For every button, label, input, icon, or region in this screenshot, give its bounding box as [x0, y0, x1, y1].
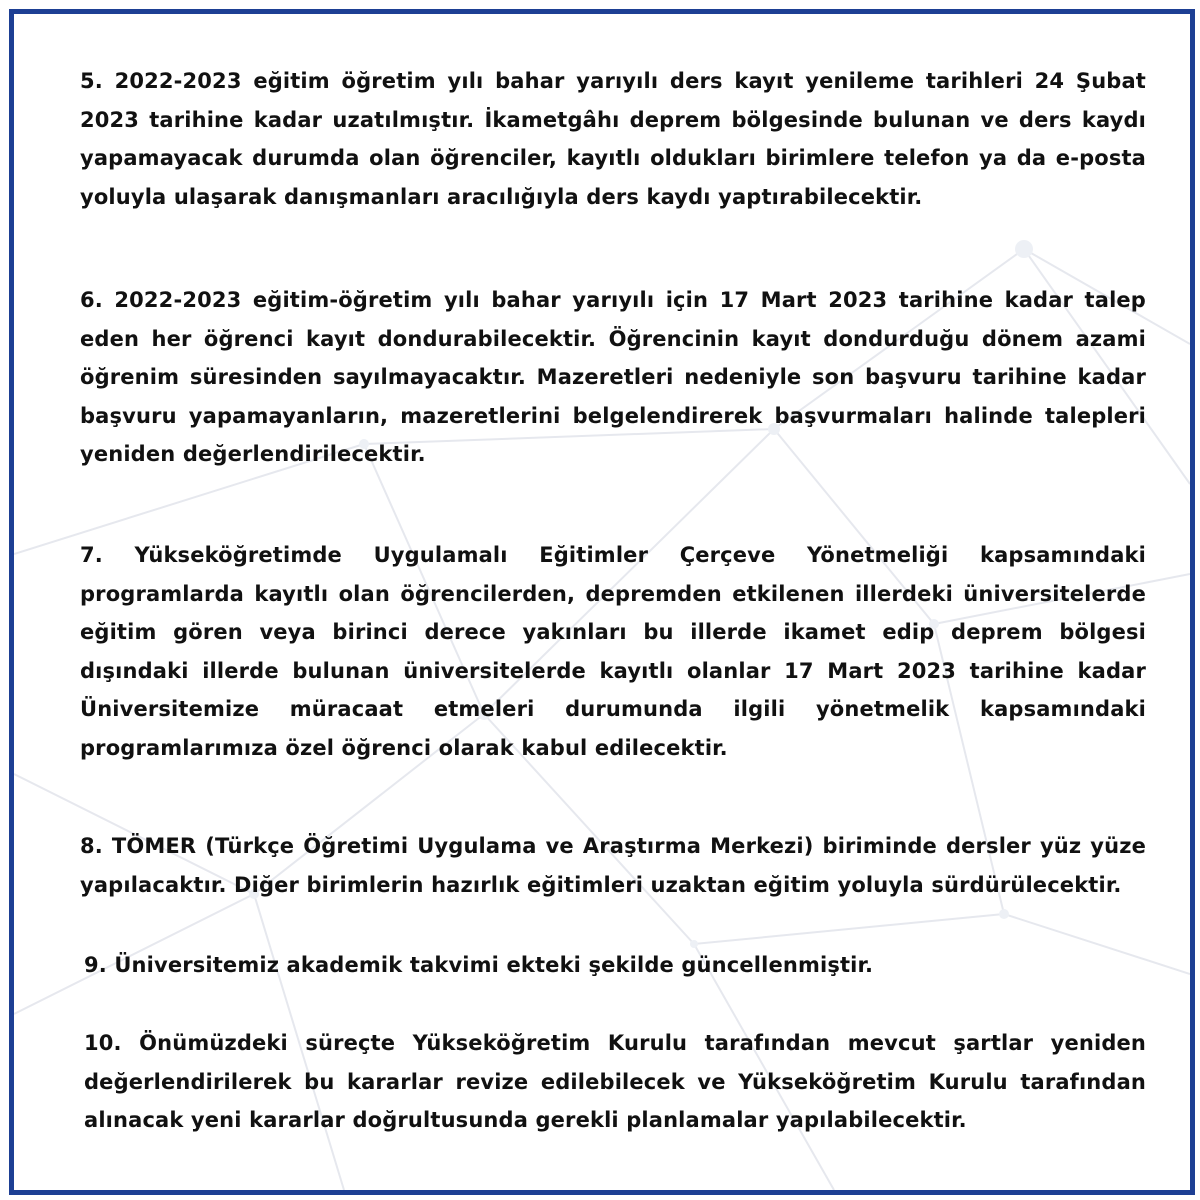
paragraph-item-6: 6. 2022-2023 eğitim-öğretim yılı bahar yarıyılı için 17 Mart 2023 tarihine kadar talep eden her öğrenci kayıt dondurabilecektir. Öğrencinin kayıt dondurduğu dönem azami öğrenim süresinden sayılmayacaktır. Mazeretleri nedeniyle son başvuru tarihine kadar başvuru yapamayanların, mazeretlerini belgelendirerek başvurmaları halinde talepleri yeniden değerlendirilecektir. — [80, 288, 1146, 466]
paragraph-item-8: 8. TÖMER (Türkçe Öğretimi Uygulama ve Araştırma Merkezi) biriminde dersler yüz yüze yapılacaktır. Diğer birimlerin hazırlık eğitimleri uzaktan eğitim yoluyla sürdürülecektir. — [80, 834, 1146, 897]
paragraph-item-7: 7. Yükseköğretimde Uygulamalı Eğitimler Çerçeve Yönetmeliği kapsamındaki programlarda kayıtlı olan öğrencilerden, depremden etkilenen illerdeki üniversitelerde eğitim gören veya birinci derece yakınları bu illerde ikamet edip deprem bölgesi dışındaki illerde bulunan üniversitelerde kayıtlı olanlar 17 Mart 2023 tarihine kadar Üniversitemize müracaat etmeleri durumunda ilgili yönetmelik kapsamındaki programlarımıza özel öğrenci olarak kabul edilecektir. — [80, 543, 1146, 760]
announcement-content — [14, 14, 1190, 1190]
paragraph-item-10: 10. Önümüzdeki süreçte Yükseköğretim Kurulu tarafından mevcut şartlar yeniden değerlendirilerek bu kararlar revize edilebilecek ve Yükseköğretim Kurulu tarafından alınacak yeni kararlar doğrultusunda gerekli planlamalar yapılabilecektir. — [84, 1031, 1146, 1132]
paragraph-item-9: 9. Üniversitemiz akademik takvimi ekteki şekilde güncellenmiştir. — [84, 953, 874, 977]
page-frame — [9, 9, 1195, 1195]
paragraph-item-5: 5. 2022-2023 eğitim öğretim yılı bahar yarıyılı ders kayıt yenileme tarihleri 24 Şubat 2023 tarihine kadar uzatılmıştır. İkametgâhı deprem bölgesinde bulunan ve ders kaydı yapamayacak durumda olan öğrenciler, kayıtlı oldukları birimlere telefon ya da e-posta yoluyla ulaşarak danışmanları aracılığıyla ders kaydı yaptırabilecektir. — [80, 69, 1146, 209]
